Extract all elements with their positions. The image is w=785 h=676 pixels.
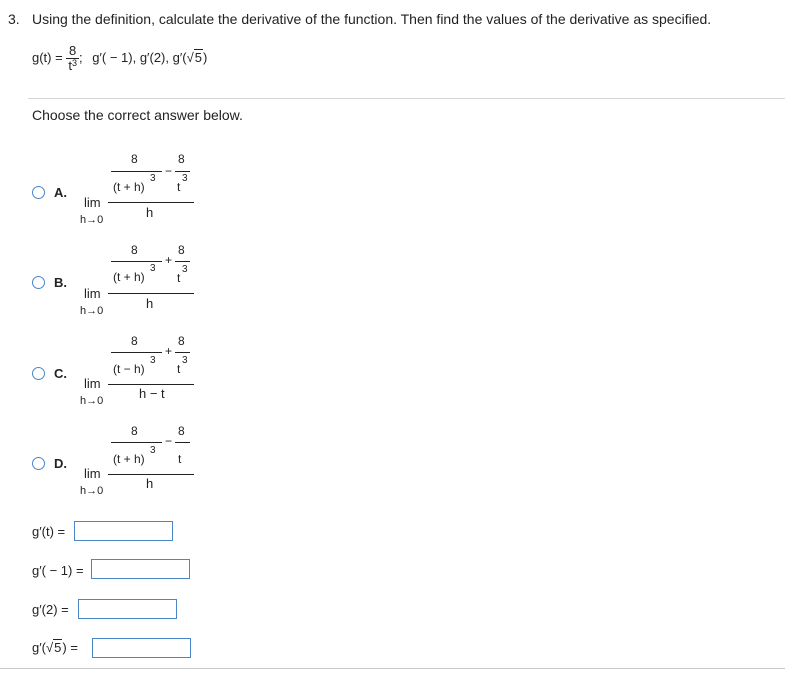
option-c-term1-exp: 3	[150, 355, 156, 366]
option-a-term1-exp: 3	[150, 173, 156, 184]
question-number: 3.	[8, 11, 20, 27]
option-c-denominator: h − t	[139, 386, 165, 401]
option-a-term1-den: (t + h)	[113, 180, 145, 194]
option-b-term1-bar	[111, 261, 162, 262]
sqrt-symbol: √5	[186, 49, 202, 65]
option-c-main-bar	[108, 384, 194, 385]
option-d-term1-exp: 3	[150, 445, 156, 456]
option-b-denominator: h	[146, 296, 154, 311]
option-b-term2-exp: 3	[182, 264, 188, 275]
option-c[interactable]	[32, 328, 332, 408]
option-a-denominator: h	[146, 205, 154, 220]
function-denominator: $t^3$	[68, 58, 77, 73]
option-a-term2-num: 8	[178, 152, 185, 166]
function-evaluations: g′( − 1), g′(2), g′(	[92, 49, 187, 65]
option-a-radio[interactable]	[32, 186, 45, 199]
option-d-main-bar	[108, 474, 194, 475]
option-b-term1-exp: 3	[150, 263, 156, 274]
answer-label-gprime-neg1: g′( − 1) =	[32, 563, 84, 578]
option-a[interactable]	[32, 148, 332, 228]
option-b-term2-num: 8	[178, 243, 185, 257]
option-a-term1-num: 8	[131, 152, 138, 166]
option-d-radio[interactable]	[32, 457, 45, 470]
option-c-term1-bar	[111, 352, 162, 353]
question-text: Using the definition, calculate the derivative of the function. Then find the values of the derivative as specified.	[32, 11, 712, 27]
answer-label-gprime-t: g′(t) =	[32, 524, 66, 539]
option-b-lim-sub: h→0	[80, 305, 104, 317]
option-d-term1-den: (t + h)	[113, 452, 145, 466]
answer-input-gprime-2[interactable]	[78, 599, 177, 619]
answer-input-gprime-neg1[interactable]	[91, 559, 190, 579]
option-b-term2-bar	[175, 261, 190, 262]
option-a-term1-bar	[111, 171, 162, 172]
option-c-lim-sub: h→0	[80, 395, 104, 407]
option-a-lim: lim	[84, 195, 101, 210]
option-d-operator: −	[165, 434, 173, 448]
option-d-lim: lim	[84, 466, 101, 481]
answer-label-gprime-2: g′(2) =	[32, 602, 69, 617]
option-c-lim: lim	[84, 376, 101, 391]
option-b-lim: lim	[84, 286, 101, 301]
option-d-lim-sub: h→0	[80, 485, 104, 497]
function-lhs: g(t) =	[32, 49, 63, 65]
option-b-term1-den: (t + h)	[113, 270, 145, 284]
option-a-operator: −	[165, 164, 173, 178]
function-fraction	[66, 44, 79, 73]
answer-input-gprime-t[interactable]	[74, 521, 173, 541]
option-c-term1-den: (t − h)	[113, 362, 145, 376]
option-c-term2-den: t	[177, 362, 181, 376]
option-b-main-bar	[108, 293, 194, 294]
option-c-term2-exp: 3	[182, 355, 188, 366]
section-divider	[28, 98, 785, 99]
choose-prompt: Choose the correct answer below.	[32, 107, 243, 123]
option-a-letter: A.	[54, 185, 67, 200]
option-c-operator: +	[165, 344, 173, 358]
option-c-radio[interactable]	[32, 367, 45, 380]
option-b[interactable]	[32, 238, 332, 318]
option-d-term1-bar	[111, 442, 162, 443]
answer-input-gprime-sqrt5[interactable]	[92, 638, 191, 658]
option-d-letter: D.	[54, 456, 67, 471]
option-a-term2-den: t	[177, 180, 181, 194]
option-d-term1-num: 8	[131, 424, 138, 438]
option-b-radio[interactable]	[32, 276, 45, 289]
option-c-term2-bar	[175, 352, 190, 353]
answer-label-gprime-sqrt5: g′(√5) =	[32, 640, 78, 655]
function-numerator: 8	[66, 44, 79, 59]
option-d-term2-den: t	[178, 452, 182, 466]
option-d[interactable]	[32, 418, 332, 498]
function-separator: ;	[78, 49, 83, 65]
option-c-term2-num: 8	[178, 334, 185, 348]
option-d-term2-num: 8	[178, 424, 185, 438]
option-d-term2-bar	[175, 442, 190, 443]
option-b-operator: +	[165, 253, 173, 267]
option-a-main-bar	[108, 202, 194, 203]
option-c-letter: C.	[54, 366, 67, 381]
option-b-letter: B.	[54, 275, 67, 290]
option-a-term2-exp: 3	[182, 173, 188, 184]
option-c-term1-num: 8	[131, 334, 138, 348]
option-b-term2-den: t	[177, 271, 181, 285]
bottom-divider	[0, 668, 785, 669]
option-a-term2-bar	[175, 171, 190, 172]
option-a-lim-sub: h→0	[80, 214, 104, 226]
option-d-denominator: h	[146, 476, 154, 491]
sqrt-symbol: √5	[46, 640, 62, 655]
option-b-term1-num: 8	[131, 243, 138, 257]
function-definition: g(t) = $\frac{8}{t^3}$ ; g′( − 1), g′(2), g′(√5)	[32, 43, 208, 73]
